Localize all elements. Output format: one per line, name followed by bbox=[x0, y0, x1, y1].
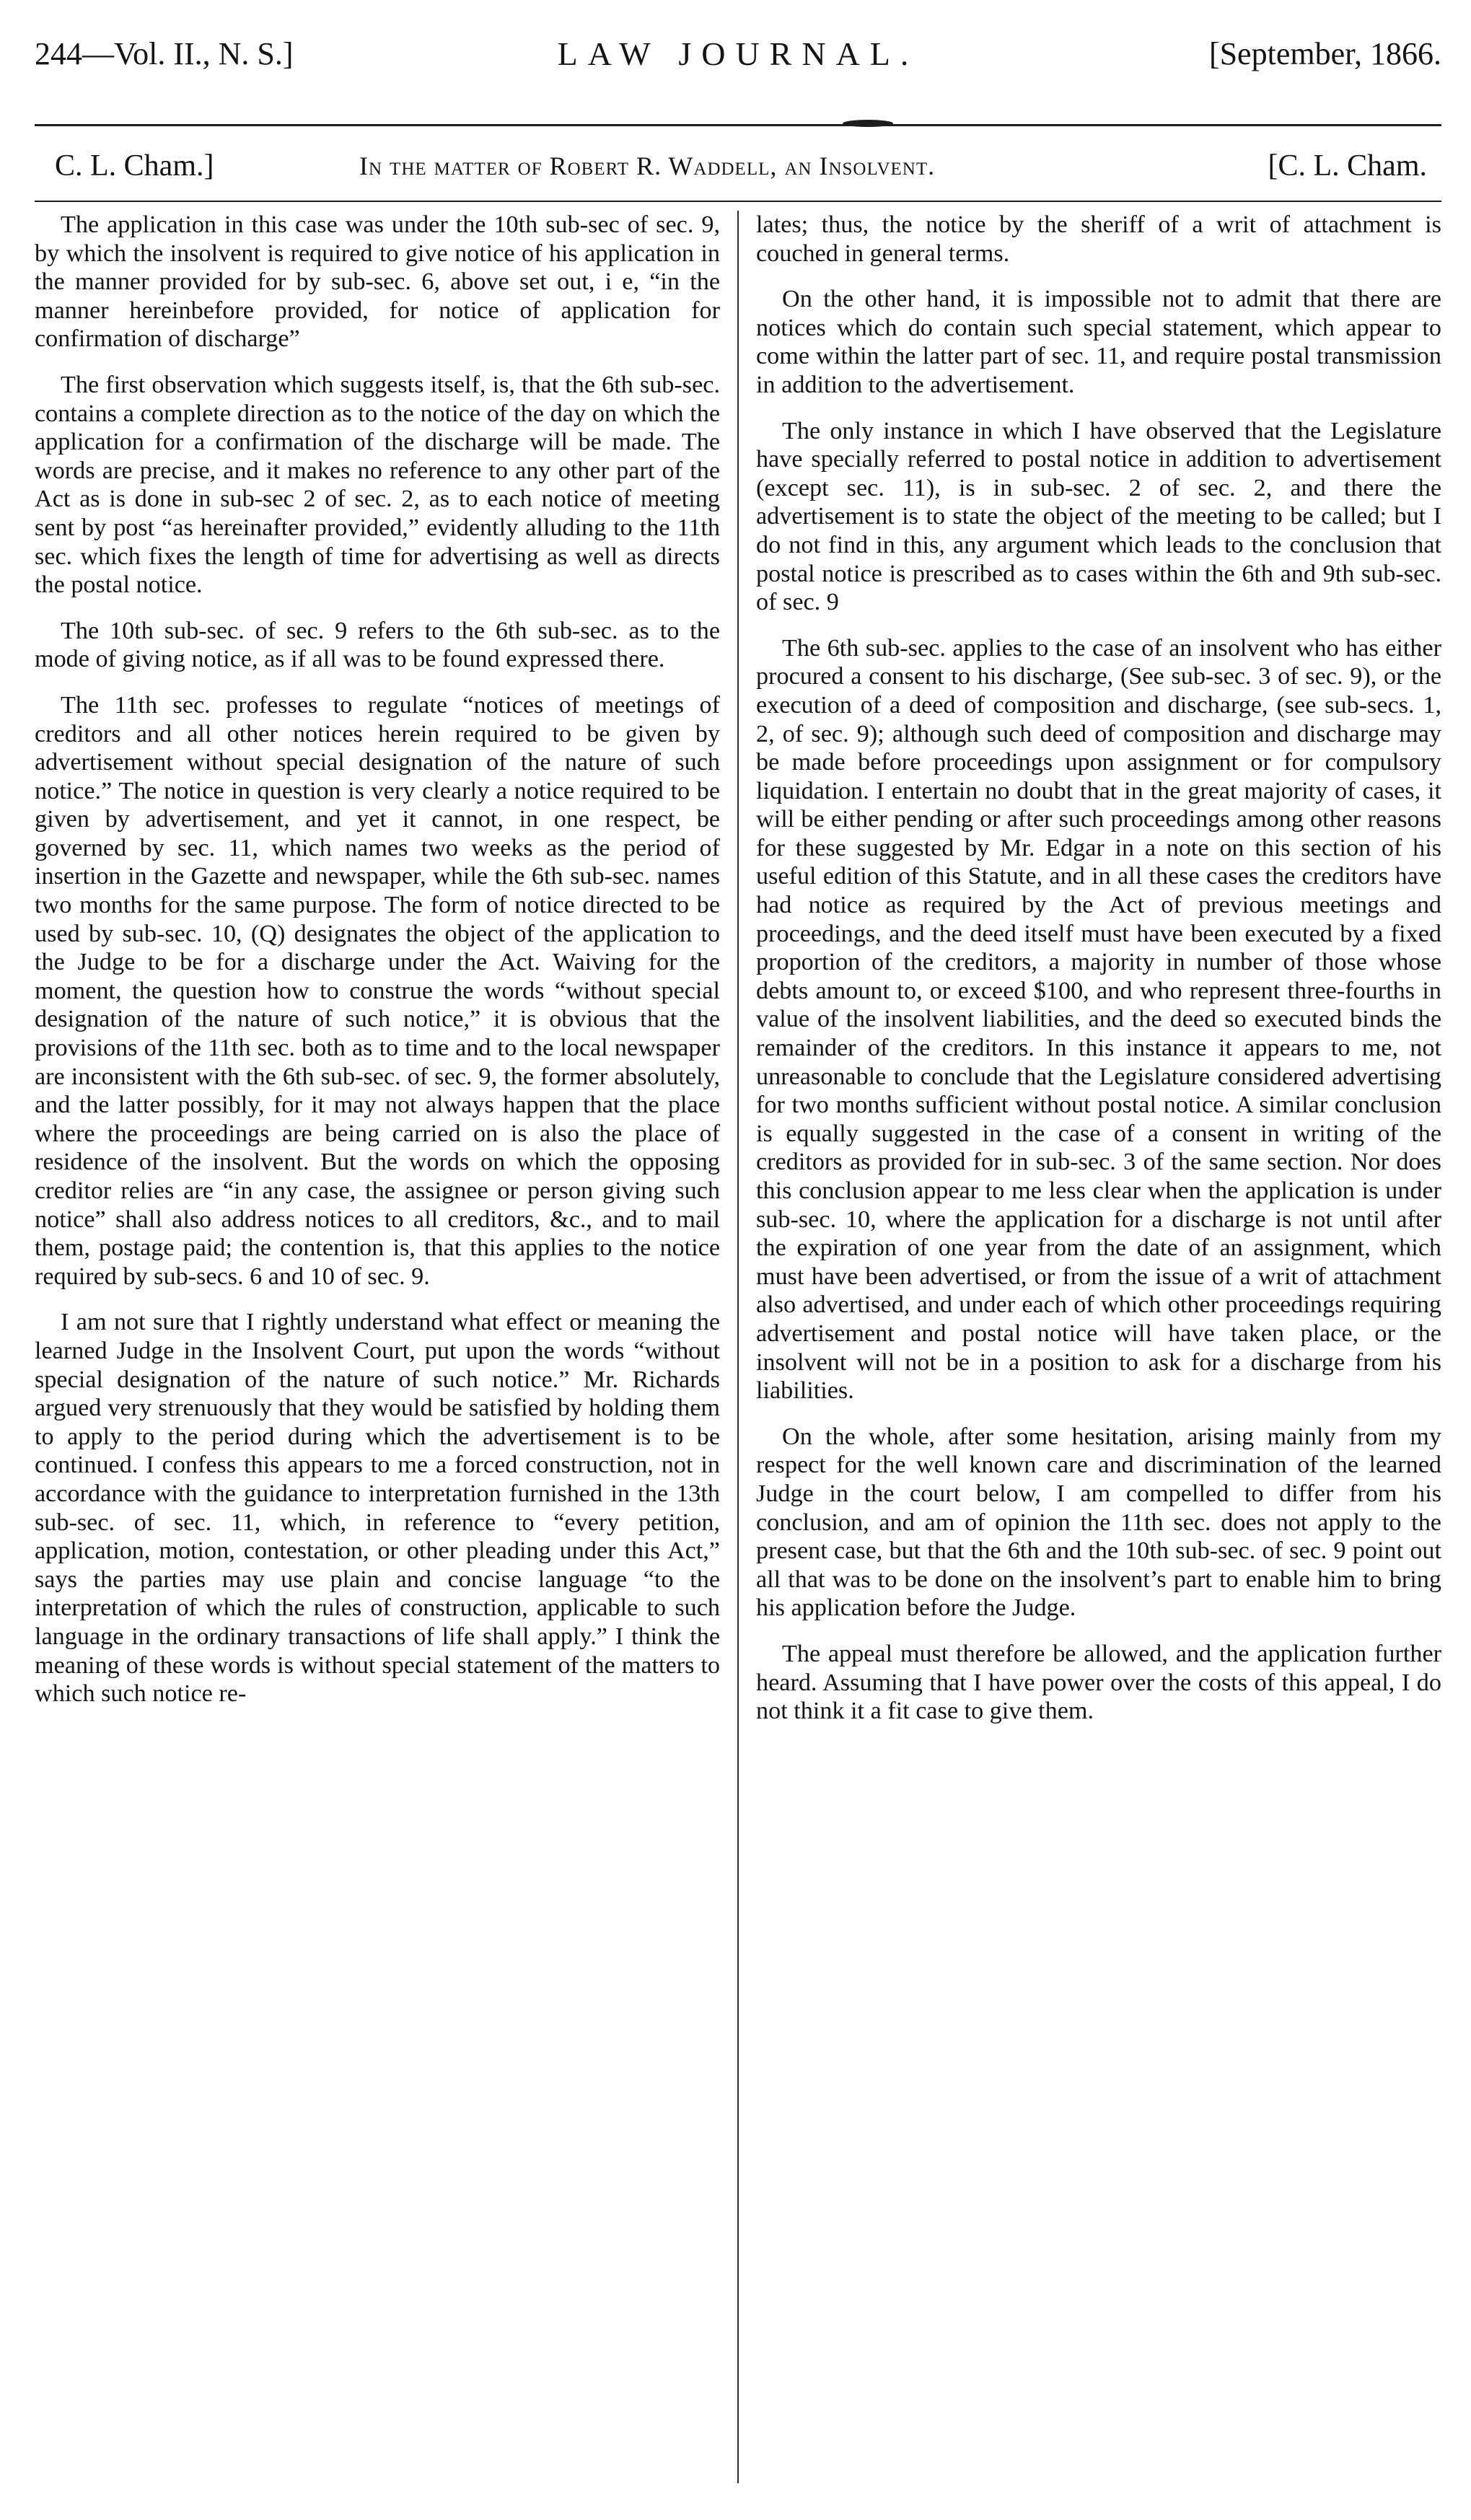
court-abbreviation-left: C. L. Cham.] bbox=[55, 149, 214, 183]
paragraph: On the whole, after some hesitation, arising mainly from my respect for the well known care and discrimination of the learned Judge in the court below, I am compelled to differ from his conclusion, and am of opinion the 11th sec. does not apply to the present case, but that the 6th and the 10th sub-sec. of sec. 9 point out all that was to be done on the insolvent’s part to enable him to bring his application before the Judge. bbox=[756, 1423, 1441, 1622]
rule-ornament bbox=[843, 120, 893, 127]
case-heading bbox=[35, 137, 1441, 195]
journal-title: LAW JOURNAL. bbox=[557, 35, 919, 72]
right-column bbox=[756, 211, 1441, 1743]
page-number-volume: 244—Vol. II., N. S.] bbox=[35, 36, 294, 71]
running-head bbox=[35, 22, 1441, 87]
paragraph: The first observation which suggests itself, is, that the 6th sub-sec. contains a complete direction as to the notice of the day on which the application for a confirmation of the discharge will be made. The words are precise, and it makes no reference to any other part of the Act as is done in sub-sec 2 of sec. 2, as to each notice of meeting sent by post “as hereinafter provided,” evidently alluding to the 11th sec. which fixes the length of time for advertising as well as directs the postal notice. bbox=[35, 371, 720, 599]
left-column bbox=[35, 211, 720, 1726]
issue-date: [September, 1866. bbox=[1208, 36, 1441, 71]
paragraph: I am not sure that I rightly understand what effect or meaning the learned Judge in the Insolvent Court, put upon the words “without special designation of the nature of such notice.” Mr. Richards argued very strenuously that they would be satisfied by holding them to apply to the period during which the advertisement is to be continued. I confess this appears to me a forced construction, not in accordance with the guidance to interpretation furnished in the 13th sub-sec. of sec. 11, which, in reference to “every petition, application, motion, contestation, or other pleading under this Act,” says the parties may use plain and concise language “to the interpretation of which the rules of construction, applicable to such language in the ordinary transactions of life shall apply.” I think the meaning of these words is without special statement of the matters to which such notice re- bbox=[35, 1309, 720, 1708]
paragraph: The application in this case was under the 10th sub-sec of sec. 9, by which the insolvent is required to give notice of his application in the manner provided for by sub-sec. 6, above set out, i e, “in the manner hereinbefore provided, for notice of application for confirmation of discharge” bbox=[35, 211, 720, 353]
paragraph: On the other hand, it is impossible not to admit that there are notices which do contain such special statement, which appear to come within the latter part of sec. 11, and require postal transmission in addition to the advertisement. bbox=[756, 286, 1441, 398]
journal-page bbox=[35, 22, 1441, 2503]
paragraph: The 6th sub-sec. applies to the case of an insolvent who has either procured a consent to his discharge, (See sub-sec. 3 of sec. 9), or the execution of a deed of composition and discharge, (see sub-secs. 1, 2, of sec. 9); although such deed of composition and discharge may be made before proceedings upon assignment or for compulsory liquidation. I entertain no doubt that in the great majority of cases, it will be either pending or after such proceedings among other reasons for these suggested by Mr. Edgar in a note on this section of his useful edition of this Statute, and in all these cases the creditors have had notice as required by the Act of previous meetings and proceedings, and the deed itself must have been executed by a fixed proportion of the creditors, a majority in number of those whose debts amount to, or exceed $100, and who represent three-fourths in value of the insolvent liabilities, and the deed so executed binds the remainder of the creditors. In this instance it appears to me, not unreasonable to conclude that the Legislature considered advertising for two months sufficient without postal notice. A similar conclusion is equally suggested in the case of a consent in writing of the creditors as provided for in sub-sec. 3 of the same section. Nor does this conclusion appear to me less clear when the application is under sub-sec. 10, where the application for a discharge is not until after the expiration of one year from the date of an assignment, which must have been advertised, or from the issue of a writ of attachment also advertised, and under each of which other proceedings requiring advertisement and postal notice will have taken place, or the insolvent will not be in a position to ask for a discharge from his liabilities. bbox=[756, 634, 1441, 1405]
paragraph: The appeal must therefore be allowed, and the application further heard. Assuming that I have power over the costs of this appeal, I do not think it a fit case to give them. bbox=[756, 1640, 1441, 1725]
header-rule bbox=[35, 124, 1441, 126]
paragraph: The only instance in which I have observed that the Legislature have specially referred to postal notice in addition to advertisement (except sec. 11), is in sub-sec. 2 of sec. 2, and there the advertisement is to state the object of the meeting to be called; but I do not find in this, any argument which leads to the conclusion that postal notice is prescribed as to cases within the 6th and 9th sub-sec. of sec. 9 bbox=[756, 417, 1441, 616]
court-abbreviation-right: [C. L. Cham. bbox=[1268, 149, 1427, 183]
paragraph: The 11th sec. professes to regulate “notices of meetings of creditors and all other notices herein required to be given by advertisement without special designation of the nature of such notice.” The notice in question is very clearly a notice required to be given by advertisement, and yet it cannot, in one respect, be governed by sec. 11, which names two weeks as the period of insertion in the Gazette and newspaper, while the 6th sub-sec. names two months for the same purpose. The form of notice directed to be used by sub-sec. 10, (Q) designates the object of the application to the Judge to be for a discharge under the Act. Waiving for the moment, the question how to construe the words “without special designation of the nature of such notice,” it is obvious that the provisions of the 11th sec. both as to time and to the local newspaper are inconsistent with the 6th sub-sec. of sec. 9, the former absolutely, and the latter possibly, for it may not always happen that the place where the proceedings are being carried on is also the place of residence of the insolvent. But the words on which the opposing creditor relies are “in any case, the assignee or person giving such notice” shall also address notices to all creditors, &c., and to mail them, postage paid; the contention is, that this applies to the notice required by sub-secs. 6 and 10 of sec. 9. bbox=[35, 691, 720, 1290]
case-heading-rule bbox=[35, 201, 1441, 202]
case-title: In the matter of Robert R. Waddell, an Insolvent. bbox=[359, 152, 936, 180]
paragraph-continued: lates; thus, the notice by the sheriff of a writ of attachment is couched in general terms. bbox=[756, 211, 1441, 267]
column-divider bbox=[737, 211, 739, 2483]
paragraph: The 10th sub-sec. of sec. 9 refers to the 6th sub-sec. as to the mode of giving notice, as if all was to be found expressed there. bbox=[35, 617, 720, 673]
